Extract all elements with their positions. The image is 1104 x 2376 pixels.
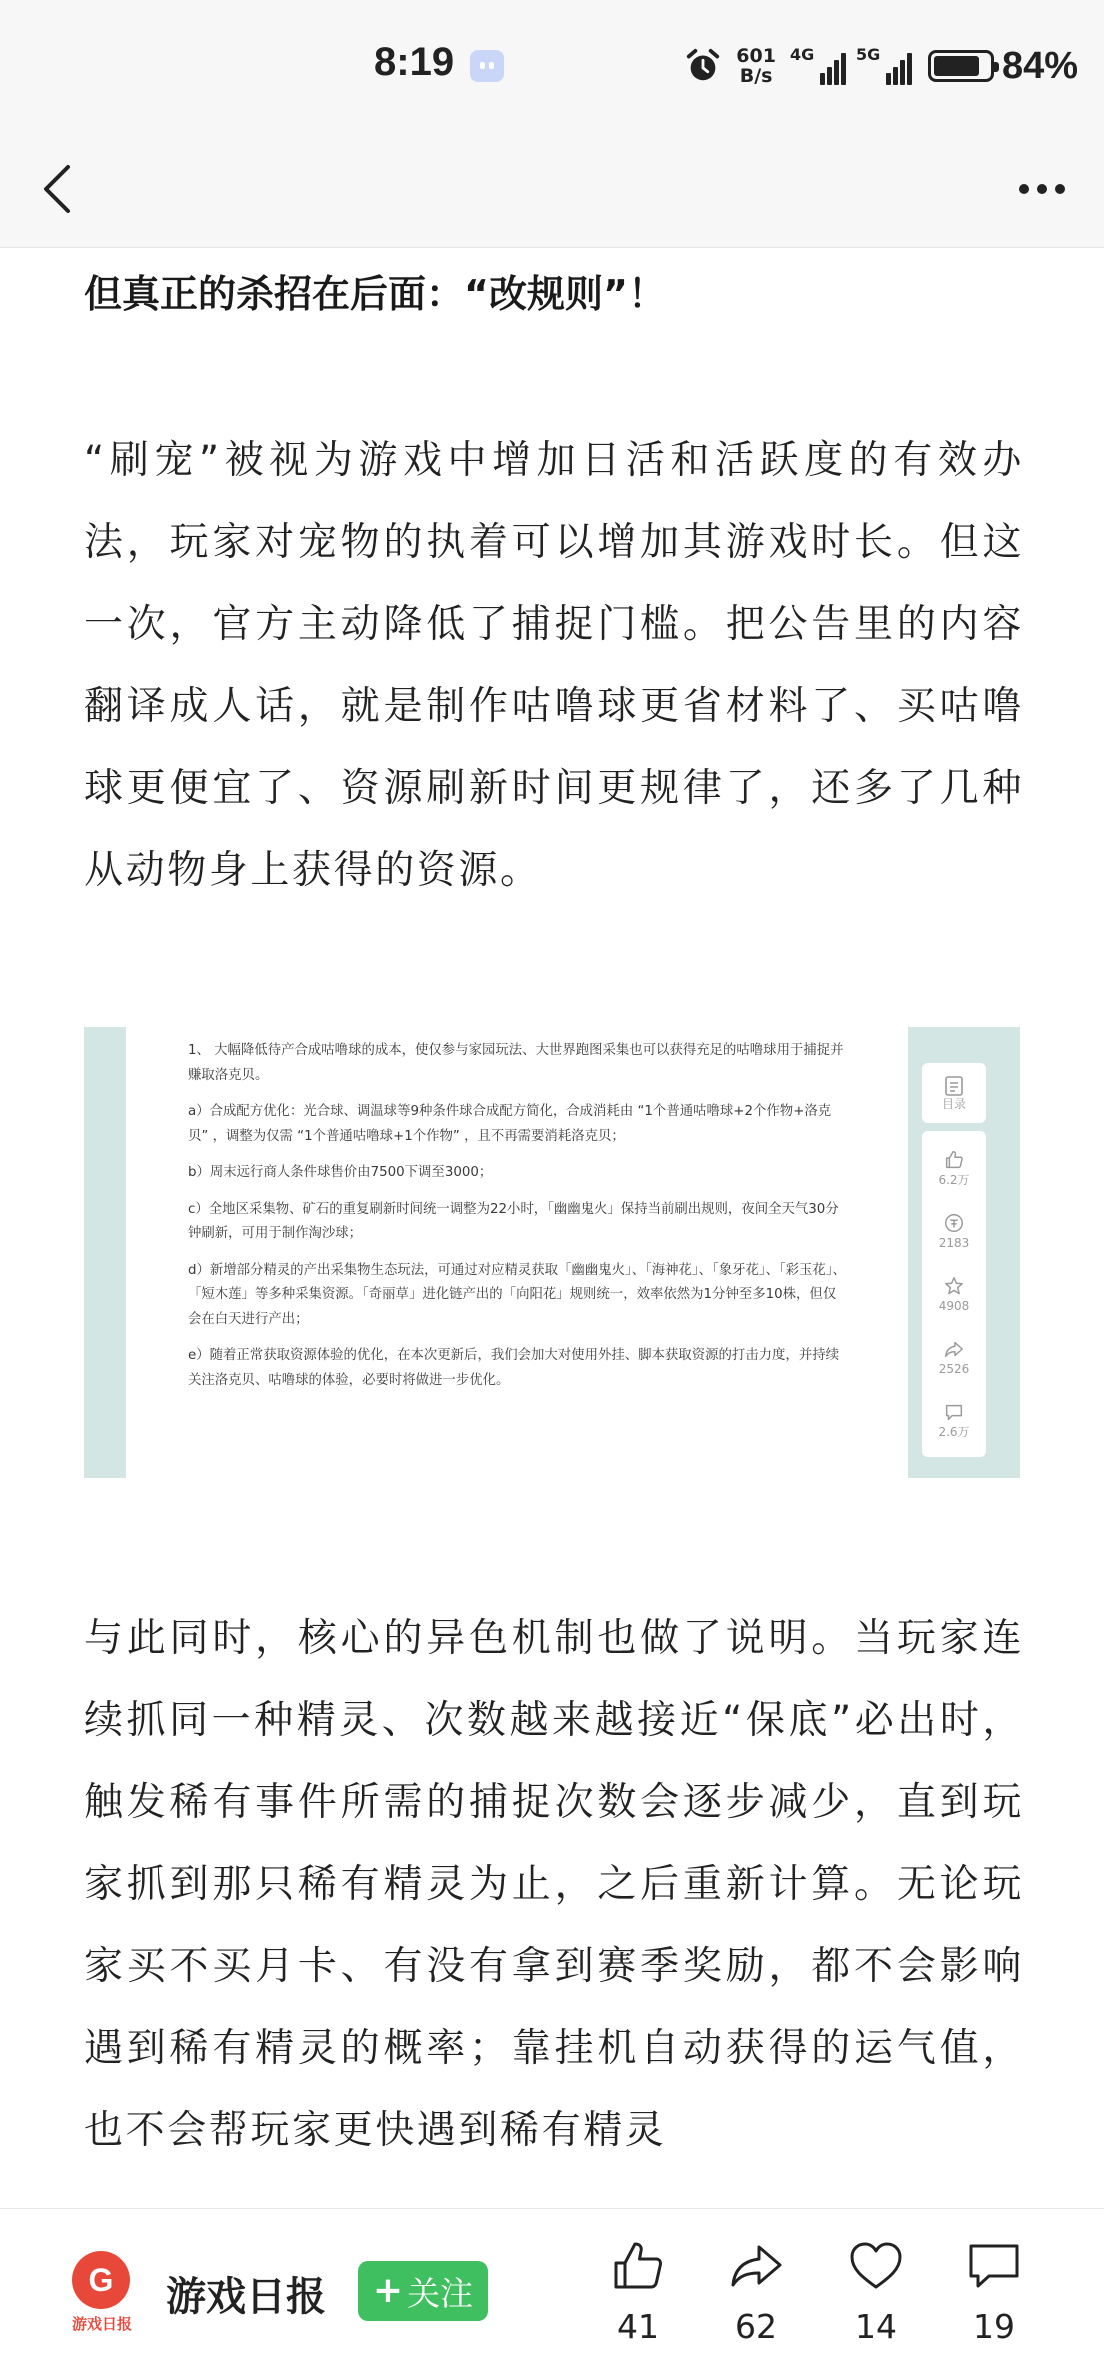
announcement-item: b）周末远行商人条件球售价由7500下调至3000；: [188, 1165, 493, 1180]
network-speed-value: 601: [736, 45, 776, 67]
signal-5g-icon: [856, 47, 912, 85]
announcement-text: [188, 1039, 848, 1405]
app-notification-icon: [470, 50, 504, 82]
more-dot-icon: [1037, 184, 1047, 194]
signal-4g-icon: [790, 47, 846, 85]
star-icon: [943, 1275, 965, 1297]
bottom-action-bar: [0, 2208, 1104, 2376]
embedded-like-count: 6.2万: [938, 1173, 970, 1188]
author-logo-caption: 游戏日报: [71, 2315, 132, 2333]
more-dot-icon: [1019, 184, 1029, 194]
share-count: 62: [735, 2307, 777, 2346]
heart-icon: [847, 2237, 905, 2295]
follow-label: 关注: [407, 2273, 474, 2313]
author-logo-icon: G: [72, 2251, 130, 2309]
image-border-left: [84, 1027, 126, 1478]
announcement-item: d）新增部分精灵的产出采集物生态玩法，可通过对应精灵获取「幽幽鬼火」、「海神花」、「象牙花」、「彩玉花」、「短木莲」等多种采集资源。「奇丽草」进化链产出的「向阳花」规则统一，效率依然为1分钟至多10株，但仅会在白天进行产出；: [188, 1262, 846, 1327]
battery-percent: 84%: [1001, 44, 1078, 87]
status-bar: [0, 0, 1104, 130]
back-button[interactable]: [22, 154, 92, 224]
embedded-coin-stat: [939, 1212, 970, 1250]
toc-icon: [943, 1075, 965, 1097]
comment-icon: [965, 2237, 1023, 2295]
article-paragraph: “刷宠”被视为游戏中增加日活和活跃度的有效办法，玩家对宠物的执着可以增加其游戏时长。但这一次，官方主动降低了捕捉门槛。把公告里的内容翻译成人话，就是制作咕噜球更省材料了、买咕噜球更便宜了、资源刷新时间更规律了，还多了几种从动物身上获得的资源。: [84, 438, 1024, 893]
comment-icon: [943, 1401, 965, 1423]
embedded-sidebar: [922, 1063, 986, 1457]
announcement-item: e）随着正常获取资源体验的优化，在本次更新后，我们会加大对使用外挂、脚本获取资源的打击力度，并持续关注洛克贝、咕噜球的体验，必要时将做进一步优化。: [188, 1348, 839, 1388]
comment-count: 19: [973, 2307, 1015, 2346]
battery-icon: [928, 50, 994, 82]
share-button[interactable]: [706, 2237, 806, 2357]
embedded-share-count: 2526: [938, 1361, 970, 1376]
article-embedded-image[interactable]: [84, 1027, 1020, 1478]
toc-label: 目录: [941, 1097, 966, 1111]
thumbs-up-icon: [609, 2237, 667, 2295]
author-avatar[interactable]: [64, 2251, 136, 2341]
nav-bar: [0, 130, 1104, 248]
like-button[interactable]: [588, 2237, 688, 2357]
battery-indicator: [928, 45, 1078, 88]
announcement-item: a）合成配方优化：光合球、调温球等9种条件球合成配方简化，合成消耗由 “1个普通咕噜球+2个作物+洛克贝” ，调整为仅需 “1个普通咕噜球+1个作物” ，且不再需要消耗洛克贝；: [188, 1104, 832, 1144]
signal-4g-label: 4G: [789, 45, 815, 64]
embedded-share-stat: [939, 1338, 970, 1376]
more-options-button[interactable]: [1002, 154, 1082, 224]
announcement-item: c）全地区采集物、矿石的重复刷新时间统一调整为22小时，「幽幽鬼火」保持当前刷出规则，夜间全天气30分钟刷新，可用于制作淘沙球；: [188, 1201, 839, 1241]
share-icon: [727, 2237, 785, 2295]
comment-button[interactable]: [944, 2237, 1044, 2357]
thumbs-up-icon: [943, 1149, 965, 1171]
embedded-coin-count: 2183: [938, 1236, 970, 1251]
embedded-favorite-count: 4908: [938, 1298, 970, 1313]
announcement-item: 1、 大幅降低待产合成咕噜球的成本，使仅参与家园玩法、大世界跑图采集也可以获得充足的咕噜球用于捕捉并赚取洛克贝。: [188, 1043, 844, 1083]
network-speed: [736, 46, 776, 86]
signal-5g-label: 5G: [855, 45, 881, 64]
network-speed-unit: B/s: [739, 65, 773, 87]
share-icon: [943, 1338, 965, 1360]
section-heading: 但真正的杀招在后面：“改规则”！: [84, 272, 666, 316]
article-paragraph: 与此同时，核心的异色机制也做了说明。当玩家连续抓同一种精灵、次数越来越接近“保底”必出时，触发稀有事件所需的捕捉次数会逐步减少，直到玩家抓到那只稀有精灵为止，之后重新计算。无论玩家买不买月卡、有没有拿到赛季奖励，都不会影响遇到稀有精灵的概率；靠挂机自动获得的运气值，也不会帮玩家更快遇到稀有精灵: [84, 1616, 1024, 2153]
alarm-icon: [684, 47, 722, 85]
embedded-like-stat: [938, 1149, 969, 1187]
status-indicators: [684, 40, 1078, 92]
favorite-count: 14: [855, 2307, 897, 2346]
chevron-left-icon: [40, 163, 74, 215]
bottom-fade: [0, 2160, 1104, 2208]
coin-icon: [943, 1212, 965, 1234]
author-name[interactable]: 游戏日报: [166, 2274, 326, 2320]
follow-button[interactable]: [358, 2261, 488, 2321]
status-time: 8:19: [374, 40, 455, 84]
favorite-button[interactable]: [826, 2237, 926, 2357]
embedded-toc: [922, 1063, 986, 1123]
more-dot-icon: [1055, 184, 1065, 194]
embedded-stats: [922, 1131, 986, 1457]
embedded-favorite-stat: [939, 1275, 970, 1313]
follow-plus-icon: +: [372, 2270, 404, 2311]
embedded-comment-stat: [938, 1401, 969, 1439]
like-count: 41: [617, 2307, 659, 2346]
embedded-comment-count: 2.6万: [938, 1424, 970, 1439]
